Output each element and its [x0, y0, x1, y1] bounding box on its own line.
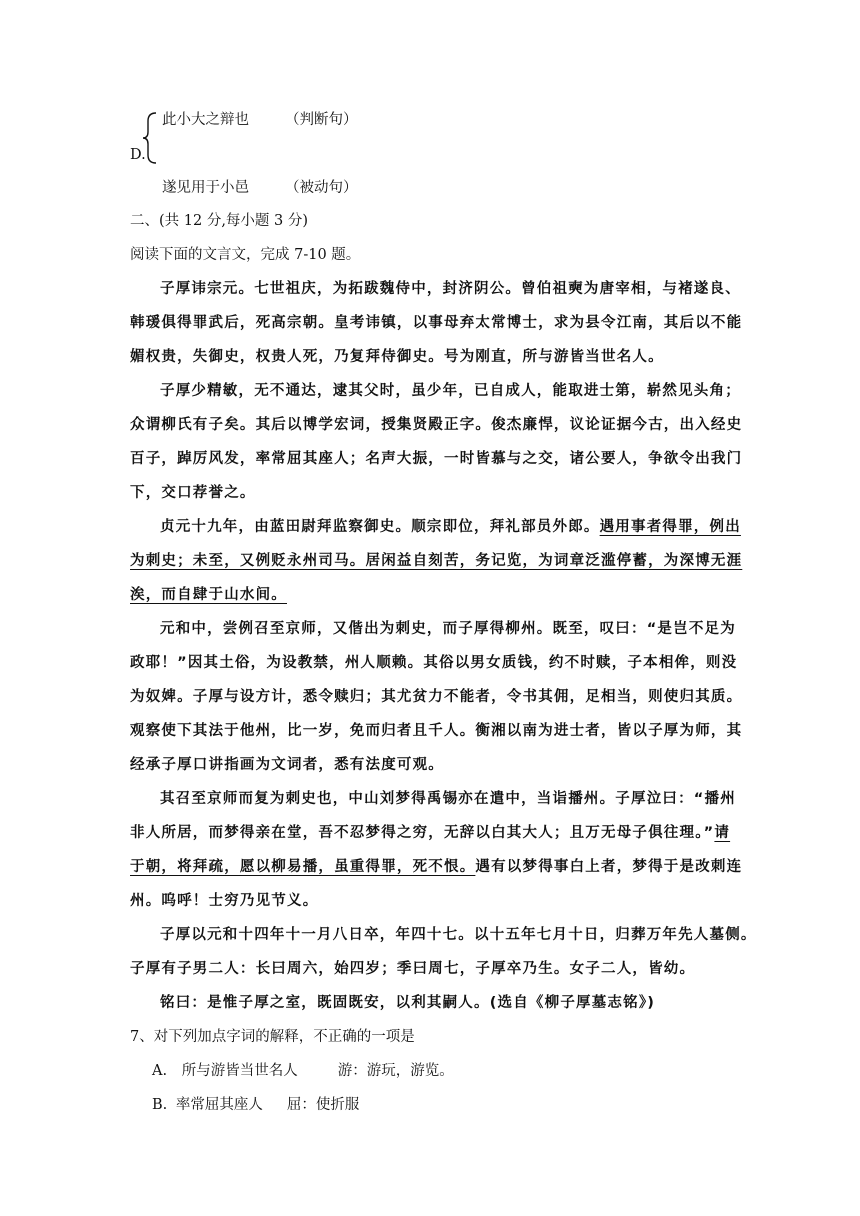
q7-a-text: 所与游皆当世名人	[181, 1063, 298, 1079]
option-d-line2	[162, 178, 358, 198]
question7-option-a	[152, 1061, 454, 1081]
passage-p5-l2-text: 非人所居，而梦得亲在堂，吾不忍梦得之穷，无辞以白其大人；且万无母子俱往理。”	[130, 825, 715, 841]
option-d-line2-text: 遂见用于小邑	[162, 180, 249, 196]
passage-p7-l1: 铭曰：是惟子厚之室，既固既安，以利其嗣人。(选自《柳子厚墓志铭》)	[160, 995, 656, 1011]
passage-p5-l3	[130, 857, 742, 877]
passage-p5-l1: 其召至京师而复为刺史也，中山刘梦得禹锡亦在遣中，当诣播州。子厚泣曰：“播州	[160, 791, 736, 807]
passage-p5-underlined-b: 于朝，将拜疏，愿以柳易播，虽重得罪，死不恨。	[130, 859, 476, 875]
passage-p4-l1: 元和中，尝例召至京师，又偕出为刺史，而子厚得柳州。既至，叹曰：“是岂不足为	[160, 621, 736, 637]
option-d-line2-note: （被动句）	[285, 180, 358, 196]
passage-p6-l1: 子厚以元和十四年十一月八日卒，年四十七。以十五年七月十日，归葬万年先人墓侧。	[160, 927, 757, 943]
q7-a-label: A.	[152, 1063, 168, 1079]
passage-p2-l1: 子厚少精敏，无不通达，逮其父时，虽少年，已自成人，能取进士第，崭然见头角；	[160, 383, 741, 399]
passage-p4-l2: 政耶！”因其土俗，为设教禁，州人顺赖。其俗以男女质钱，约不时赎，子本相侔，则没	[130, 655, 738, 671]
q7-b-expl: 屈：使折服	[286, 1097, 360, 1113]
instruction: 阅读下面的文言文，完成 7-10 题。	[130, 247, 361, 263]
passage-p3-l1a: 贞元十九年，由蓝田尉拜监察御史。顺宗即位，拜礼部员外郎。	[160, 519, 600, 535]
passage-p1-l2: 韩瑗俱得罪武后，死高宗朝。皇考讳镇，以事母弃太常博士，求为县令江南，其后以不能	[130, 315, 743, 331]
passage-p2-l4: 下，交口荐誉之。	[130, 485, 256, 501]
question7-stem: 7、对下列加点字词的解释，不正确的一项是	[130, 1029, 415, 1045]
passage-p3-l1	[160, 517, 741, 537]
passage-p3-underlined-a: 遇用事者得罪，例出	[599, 519, 741, 535]
section-header: 二、(共 12 分,每小题 3 分)	[130, 213, 309, 229]
passage-p2-l3: 百子，踔厉风发，率常屈其座人；名声大振，一时皆慕与之交，诸公要人，争欲令出我门	[130, 451, 743, 467]
q7-b-text: 率常屈其座人	[175, 1097, 263, 1113]
passage-p3-l2: 为刺史；未至，又例贬永州司马。居闲益自刻苦，务记览，为词章泛滥停蓄，为深博无涯	[130, 553, 743, 569]
option-d-line1-note: （判断句）	[285, 112, 358, 128]
q7-b-label: B.	[152, 1097, 168, 1113]
passage-p4-l4: 观察使下其法于他州，比一岁，免而归者且千人。衡湘以南为进士者，皆以子厚为师，其	[130, 723, 743, 739]
passage-p3-l3: 涘，而自肆于山水间。	[130, 587, 287, 603]
passage-p6-l2: 子厚有子男二人：长曰周六，始四岁；季曰周七，子厚卒乃生。女子二人，皆幼。	[130, 961, 696, 977]
option-d-label: D.	[130, 147, 146, 163]
passage-p1-l1: 子厚讳宗元。七世祖庆，为拓跋魏侍中，封济阴公。曾伯祖奭为唐宰相，与褚遂良、	[160, 281, 741, 297]
passage-p5-underlined-start: 请	[714, 825, 731, 841]
option-d-line1	[162, 110, 358, 130]
option-d-line1-text: 此小大之辩也	[162, 112, 249, 128]
passage-p4-l3: 为奴婢。子厚与设方计，悉令赎归；其尤贫力不能者，令书其佣，足相当，则使归其质。	[130, 689, 743, 705]
passage-p1-l3: 媚权贵，失御史，权贵人死，乃复拜侍御史。号为刚直，所与游皆当世名人。	[130, 349, 664, 365]
passage-p5-l3b: 遇有以梦得事白上者，梦得于是改刺连	[475, 859, 743, 875]
question7-option-b	[152, 1095, 359, 1115]
passage-p2-l2: 众谓柳氏有子矣。其后以博学宏词，授集贤殿正字。俊杰廉悍，议论证据今古，出入经史	[130, 417, 743, 433]
passage-p5-l4: 州。呜呼！士穷乃见节义。	[130, 893, 319, 909]
passage-p5-l2	[130, 823, 730, 843]
q7-a-expl: 游：游玩，游览。	[337, 1063, 454, 1079]
passage-p4-l5: 经承子厚口讲指画为文词者，悉有法度可观。	[130, 757, 444, 773]
